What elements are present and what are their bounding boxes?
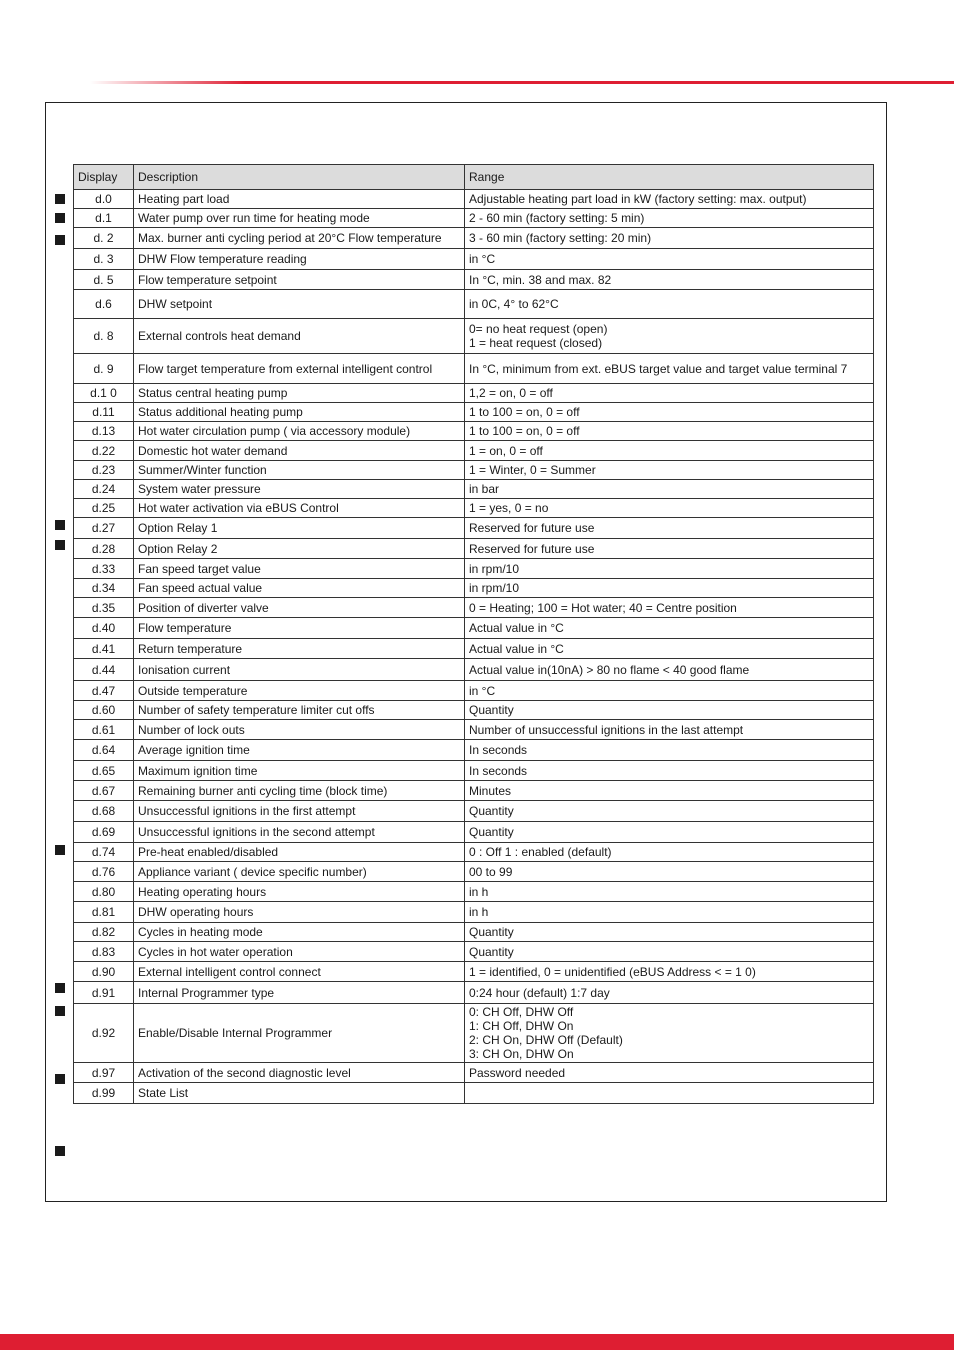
description-cell: Flow temperature	[134, 618, 465, 639]
display-code-cell: d.60	[74, 701, 134, 720]
display-code-cell: d.25	[74, 499, 134, 518]
description-cell: Option Relay 2	[134, 539, 465, 559]
table-row	[74, 319, 874, 354]
range-cell	[465, 559, 874, 579]
table-row	[74, 781, 874, 801]
row-marker-square	[55, 540, 65, 550]
range-line: Reserved for future use	[469, 521, 595, 535]
range-line: 00 to 99	[469, 864, 513, 879]
range-line: Quantity	[469, 825, 514, 839]
table-row	[74, 1083, 874, 1104]
range-cell	[465, 902, 874, 923]
row-marker-square	[55, 1006, 65, 1016]
range-cell	[465, 319, 874, 354]
table-row	[74, 639, 874, 659]
range-line: In °C, minimum from ext. eBUS target value and target value terminal 7	[469, 361, 848, 376]
description-cell: External intelligent control connect	[134, 962, 465, 982]
display-code-cell: d.44	[74, 659, 134, 681]
description-cell: Flow temperature setpoint	[134, 270, 465, 290]
range-cell	[465, 249, 874, 270]
range-line: Password needed	[469, 1065, 566, 1080]
range-cell	[465, 499, 874, 518]
table-row	[74, 1004, 874, 1063]
table-row	[74, 982, 874, 1004]
table-row	[74, 843, 874, 862]
display-code-cell: d.23	[74, 461, 134, 480]
display-code-cell: d. 3	[74, 249, 134, 270]
description-cell: Appliance variant ( device specific number)	[134, 862, 465, 882]
description-cell: Number of lock outs	[134, 720, 465, 740]
description-cell: Hot water circulation pump ( via accessory module)	[134, 422, 465, 441]
table-row	[74, 701, 874, 720]
range-cell	[465, 720, 874, 740]
range-line: in rpm/10	[469, 581, 520, 595]
table-row	[74, 290, 874, 319]
display-code-cell: d.81	[74, 902, 134, 923]
display-code-cell: d.40	[74, 618, 134, 639]
range-line: 1 = Winter, 0 = Summer	[469, 463, 596, 477]
range-cell	[465, 480, 874, 499]
description-cell: Internal Programmer type	[134, 982, 465, 1004]
range-cell	[465, 290, 874, 319]
table-row	[74, 539, 874, 559]
description-cell: Ionisation current	[134, 659, 465, 681]
display-code-cell: d. 2	[74, 228, 134, 249]
range-line: Actual value in °C	[469, 641, 564, 656]
description-cell: Water pump over run time for heating mode	[134, 209, 465, 228]
range-line: in h	[469, 905, 489, 919]
table-row	[74, 461, 874, 480]
description-cell: DHW setpoint	[134, 290, 465, 319]
range-line: 0 = Heating; 100 = Hot water; 40 = Centre position	[469, 600, 737, 615]
range-line: in bar	[469, 482, 500, 496]
range-line: Quantity	[469, 703, 514, 717]
range-cell	[465, 942, 874, 962]
display-column-header: Display	[74, 165, 134, 190]
display-code-cell: d.68	[74, 801, 134, 822]
table-row	[74, 801, 874, 822]
range-cell	[465, 539, 874, 559]
range-line: 2 - 60 min (factory setting: 5 min)	[469, 211, 645, 225]
description-cell: Status central heating pump	[134, 384, 465, 403]
range-line: 1 = on, 0 = off	[469, 443, 543, 458]
range-cell	[465, 843, 874, 862]
row-marker-square	[55, 194, 65, 204]
range-cell	[465, 781, 874, 801]
table-row	[74, 422, 874, 441]
table-row	[74, 480, 874, 499]
description-cell: Hot water activation via eBUS Control	[134, 499, 465, 518]
table-row	[74, 441, 874, 461]
display-code-cell: d.28	[74, 539, 134, 559]
description-cell: Unsuccessful ignitions in the second attempt	[134, 822, 465, 843]
description-cell: Heating part load	[134, 190, 465, 209]
display-code-cell: d.82	[74, 923, 134, 942]
range-line: Reserved for future use	[469, 541, 595, 556]
description-cell: External controls heat demand	[134, 319, 465, 354]
display-code-cell: d.34	[74, 579, 134, 598]
range-line: 2: CH On, DHW Off (Default)	[469, 1033, 623, 1047]
range-cell	[465, 461, 874, 480]
display-code-cell: d.1	[74, 209, 134, 228]
range-cell	[465, 270, 874, 290]
table-row	[74, 1063, 874, 1083]
range-line: 0: CH Off, DHW Off	[469, 1005, 574, 1019]
row-marker-square	[55, 1074, 65, 1084]
description-cell: Summer/Winter function	[134, 461, 465, 480]
diagnostic-codes-table	[73, 164, 874, 1104]
display-code-cell: d.47	[74, 681, 134, 701]
display-code-cell: d.76	[74, 862, 134, 882]
range-cell	[465, 659, 874, 681]
range-cell	[465, 441, 874, 461]
range-line: Quantity	[469, 944, 514, 959]
display-code-cell: d. 9	[74, 354, 134, 384]
table-row	[74, 761, 874, 781]
row-marker-square	[55, 845, 65, 855]
table-row	[74, 598, 874, 618]
description-cell: Outside temperature	[134, 681, 465, 701]
range-cell	[465, 639, 874, 659]
range-cell	[465, 518, 874, 539]
table-row	[74, 618, 874, 639]
description-cell: DHW Flow temperature reading	[134, 249, 465, 270]
table-row	[74, 579, 874, 598]
range-cell	[465, 598, 874, 618]
description-cell: Status additional heating pump	[134, 403, 465, 422]
description-cell: Cycles in hot water operation	[134, 942, 465, 962]
range-cell	[465, 923, 874, 942]
range-cell	[465, 822, 874, 843]
range-line: Quantity	[469, 925, 514, 939]
footer-accent-band	[0, 1334, 954, 1350]
table-row	[74, 228, 874, 249]
description-cell: Heating operating hours	[134, 882, 465, 902]
range-line: 0 : Off 1 : enabled (default)	[469, 845, 612, 859]
range-line: 0:24 hour (default) 1:7 day	[469, 985, 610, 1000]
table-row	[74, 270, 874, 290]
description-cell: Cycles in heating mode	[134, 923, 465, 942]
display-code-cell: d.1 0	[74, 384, 134, 403]
range-line: 1 = heat request (closed)	[469, 336, 603, 350]
table-row	[74, 862, 874, 882]
table-row	[74, 659, 874, 681]
table-row	[74, 209, 874, 228]
display-code-cell: d.61	[74, 720, 134, 740]
range-cell	[465, 354, 874, 384]
range-line: Actual value in °C	[469, 621, 564, 635]
table-row	[74, 720, 874, 740]
range-cell	[465, 761, 874, 781]
range-line: In seconds	[469, 743, 528, 757]
display-code-cell: d.91	[74, 982, 134, 1004]
description-cell: Flow target temperature from external intelligent control	[134, 354, 465, 384]
range-cell	[465, 618, 874, 639]
description-cell: Activation of the second diagnostic level	[134, 1063, 465, 1083]
range-line: in °C	[469, 683, 496, 698]
range-cell	[465, 740, 874, 761]
range-cell	[465, 882, 874, 902]
range-line: 3: CH On, DHW On	[469, 1047, 574, 1061]
table-row	[74, 882, 874, 902]
row-marker-square	[55, 983, 65, 993]
display-code-cell: d.6	[74, 290, 134, 319]
range-line: Actual value in(10nA) > 80 no flame < 40 good flame	[469, 662, 750, 677]
display-code-cell: d.13	[74, 422, 134, 441]
description-cell: Maximum ignition time	[134, 761, 465, 781]
range-cell	[465, 209, 874, 228]
display-code-cell: d.97	[74, 1063, 134, 1083]
range-line: Quantity	[469, 804, 514, 818]
row-marker-square	[55, 1146, 65, 1156]
description-cell: Remaining burner anti cycling time (block time)	[134, 781, 465, 801]
range-line: 3 - 60 min (factory setting: 20 min)	[469, 231, 652, 245]
display-code-cell: d.41	[74, 639, 134, 659]
table-row	[74, 518, 874, 539]
table-row	[74, 962, 874, 982]
range-cell	[465, 962, 874, 982]
display-code-cell: d.90	[74, 962, 134, 982]
display-code-cell: d.64	[74, 740, 134, 761]
table-row	[74, 384, 874, 403]
row-marker-square	[55, 520, 65, 530]
range-line: Minutes	[469, 783, 512, 798]
range-line: in °C	[469, 252, 496, 266]
range-line: 1 to 100 = on, 0 = off	[469, 424, 580, 438]
table-row	[74, 249, 874, 270]
table-row	[74, 354, 874, 384]
description-cell: Domestic hot water demand	[134, 441, 465, 461]
range-cell	[465, 1004, 874, 1063]
range-line: 1 to 100 = on, 0 = off	[469, 405, 580, 419]
display-code-cell: d.67	[74, 781, 134, 801]
table-row	[74, 822, 874, 843]
table-row	[74, 740, 874, 761]
range-cell	[465, 801, 874, 822]
display-code-cell: d.11	[74, 403, 134, 422]
description-cell: Max. burner anti cycling period at 20°C Flow temperature	[134, 228, 465, 249]
range-cell	[465, 982, 874, 1004]
range-line: Adjustable heating part load in kW (factory setting: max. output)	[469, 192, 807, 206]
table-row	[74, 923, 874, 942]
description-column-header: Description	[134, 165, 465, 190]
table-row	[74, 681, 874, 701]
table-row	[74, 499, 874, 518]
range-line: 0= no heat request (open)	[469, 322, 608, 336]
display-code-cell: d. 5	[74, 270, 134, 290]
table-row	[74, 902, 874, 923]
range-cell	[465, 579, 874, 598]
range-cell	[465, 228, 874, 249]
description-cell: Average ignition time	[134, 740, 465, 761]
range-line: 1 = identified, 0 = unidentified (eBUS Address < = 1 0)	[469, 964, 756, 979]
display-code-cell: d.80	[74, 882, 134, 902]
range-line: 1,2 = on, 0 = off	[469, 386, 553, 400]
range-column-header: Range	[465, 165, 874, 190]
description-cell: Number of safety temperature limiter cut offs	[134, 701, 465, 720]
range-line: in h	[469, 884, 489, 899]
range-line: 1: CH Off, DHW On	[469, 1019, 574, 1033]
description-cell: Fan speed target value	[134, 559, 465, 579]
display-code-cell: d.27	[74, 518, 134, 539]
display-code-cell: d.74	[74, 843, 134, 862]
display-code-cell: d.99	[74, 1083, 134, 1104]
range-line: In °C, min. 38 and max. 82	[469, 272, 612, 287]
display-code-cell: d.92	[74, 1004, 134, 1063]
range-cell	[465, 701, 874, 720]
display-code-cell: d.22	[74, 441, 134, 461]
display-code-cell: d.24	[74, 480, 134, 499]
display-code-cell: d.35	[74, 598, 134, 618]
row-marker-square	[55, 213, 65, 223]
description-cell: Unsuccessful ignitions in the first attempt	[134, 801, 465, 822]
description-cell: DHW operating hours	[134, 902, 465, 923]
display-code-cell: d.65	[74, 761, 134, 781]
description-cell: Return temperature	[134, 639, 465, 659]
range-cell	[465, 384, 874, 403]
header-accent-rule	[90, 81, 954, 84]
range-line: 1 = yes, 0 = no	[469, 501, 549, 515]
display-code-cell: d. 8	[74, 319, 134, 354]
table-row	[74, 559, 874, 579]
range-line: Number of unsuccessful ignitions in the last attempt	[469, 722, 744, 737]
row-marker-square	[55, 235, 65, 245]
display-code-cell: d.33	[74, 559, 134, 579]
range-cell	[465, 422, 874, 441]
description-cell: Option Relay 1	[134, 518, 465, 539]
range-cell	[465, 190, 874, 209]
range-line: in rpm/10	[469, 561, 520, 576]
description-cell: Position of diverter valve	[134, 598, 465, 618]
range-cell	[465, 862, 874, 882]
display-code-cell: d.69	[74, 822, 134, 843]
description-cell: State List	[134, 1083, 465, 1104]
table-row	[74, 942, 874, 962]
range-line: In seconds	[469, 763, 528, 778]
table-row	[74, 190, 874, 209]
description-cell: System water pressure	[134, 480, 465, 499]
range-cell	[465, 1083, 874, 1104]
range-cell	[465, 681, 874, 701]
range-cell	[465, 403, 874, 422]
table-header-row	[74, 165, 874, 190]
display-code-cell: d.83	[74, 942, 134, 962]
range-line: in 0C, 4° to 62°C	[469, 297, 559, 311]
table-row	[74, 403, 874, 422]
description-cell: Pre-heat enabled/disabled	[134, 843, 465, 862]
display-code-cell: d.0	[74, 190, 134, 209]
description-cell: Fan speed actual value	[134, 579, 465, 598]
description-cell: Enable/Disable Internal Programmer	[134, 1004, 465, 1063]
range-cell	[465, 1063, 874, 1083]
